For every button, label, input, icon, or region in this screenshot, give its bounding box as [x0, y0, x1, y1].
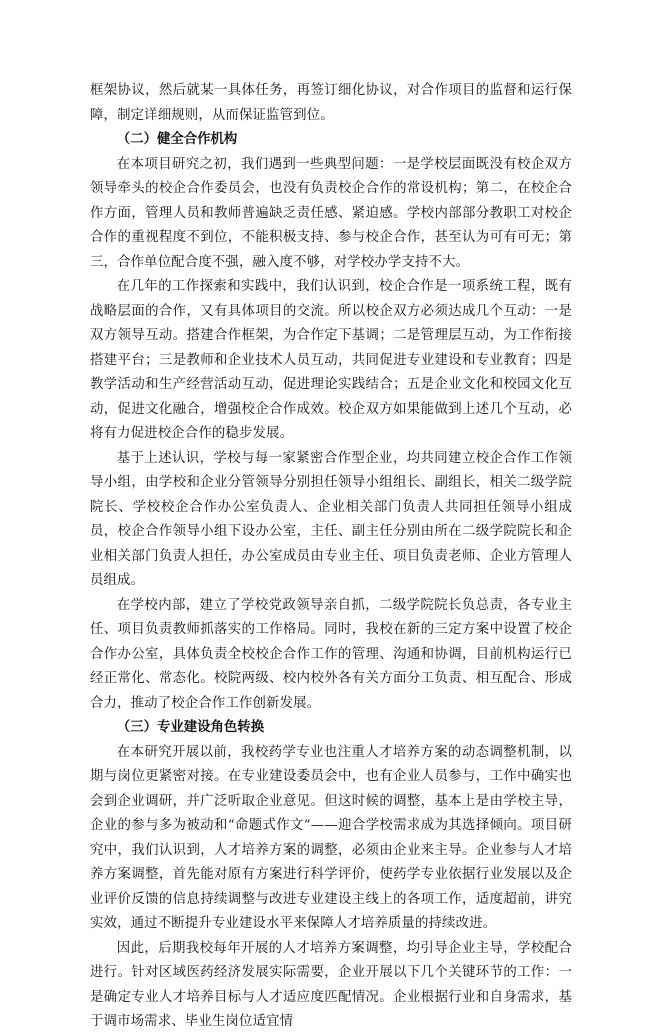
paragraph-enterprise-led: 因此，后期我校每年开展的人才培养方案调整，均引导企业主导，学校配合进行。针对区域医药经济发展实际需要，企业开展以下几个关键环节的工作：一是确定专业人才培养目标与人才适应度匹配情况。企业根据行业和自身需求，基于调市场需求、毕业生岗位适宜情	[90, 940, 572, 1029]
paragraph-continued: 框架协议，然后就某一具体任务，再签订细化协议，对合作项目的监督和运行保障，制定详细规则，从而保证监管到位。	[90, 83, 572, 123]
paragraph-problems: 在本项目研究之初，我们遇到一些典型问题：一是学校层面既没有校企双方领导牵头的校企合作委员会，也没有负责校企合作的常设机构；第二，在校企合作方面，管理人员和教师普遍缺乏责任感、紧迫感。学校内部部分教职工对校企合作的重视程度不到位，不能积极支持、参与校企合作，甚至认为可有可无；第三，合作单位配合度不强，融入度不够，对学校办学支持不大。	[90, 156, 572, 270]
paragraph-before-research: 在本研究开展以前，我校药学专业也注重人才培养方案的动态调整机制，以期与岗位更紧密对接。在专业建设委员会中，也有企业人员参与，工作中确实也会到企业调研，并广泛听取企业意见。但这时候的调整，基本上是由学校主导，企业的参与多为被动和“命题式作文”——迎合学校需求成为其选择倾向。项目研究中，我们认识到，人才培养方案的调整，必须由企业来主导。企业参与人才培养方案调整，首先能对原有方案进行科学评价，使药学专业依据行业发展以及企业评价反馈的信息持续调整与改进专业建设主线上的各项工作，适度超前，讲究实效，通过不断提升专业建设水平来保障人才培养质量的持续改进。	[90, 744, 572, 931]
paragraph-internal-structure: 在学校内部，建立了学校党政领导亲自抓，二级学院院长负总责，各专业主任、项目负责教师抓落实的工作格局。同时，我校在新的三定方案中设置了校企合作办公室，具体负责全校校企合作工作的管理、沟通和协调，目前机构运行已经正常化、常态化。校院两级、校内校外各有关方面分工负责、相互配合、形成合力，推动了校企合作工作创新发展。	[90, 597, 572, 711]
section-heading-organization: （二）健全合作机构	[116, 132, 238, 147]
section-heading-role-shift: （三）专业建设角色转换	[116, 720, 265, 735]
paragraph-interactions: 在几年的工作探索和实践中，我们认识到，校企合作是一项系统工程，既有战略层面的合作，又有具体项目的交流。所以校企双方必须达成几个互动：一是双方领导互动。搭建合作框架，为合作定下基调；二是管理层互动，为工作衔接搭建平台；三是教师和企业技术人员互动，共同促进专业建设和专业教育；四是教学活动和生产经营活动互动，促进理论实践结合；五是企业文化和校园文化互动，促进文化融合，增强校企合作成效。校企双方如果能做到上述几个互动，必将有力促进校企合作的稳步发展。	[90, 279, 572, 441]
paragraph-leading-group: 基于上述认识，学校与每一家紧密合作型企业，均共同建立校企合作工作领导小组，由学校和企业分管领导分别担任领导小组组长、副组长，相关二级学院院长、学校校企合作办公室负责人、企业相关部门负责人共同担任领导小组成员，校企合作领导小组下设办公室，主任、副主任分别由所在二级学院院长和企业相关部门负责人担任，办公室成员由专业主任、项目负责老师、企业方管理人员组成。	[90, 450, 572, 588]
